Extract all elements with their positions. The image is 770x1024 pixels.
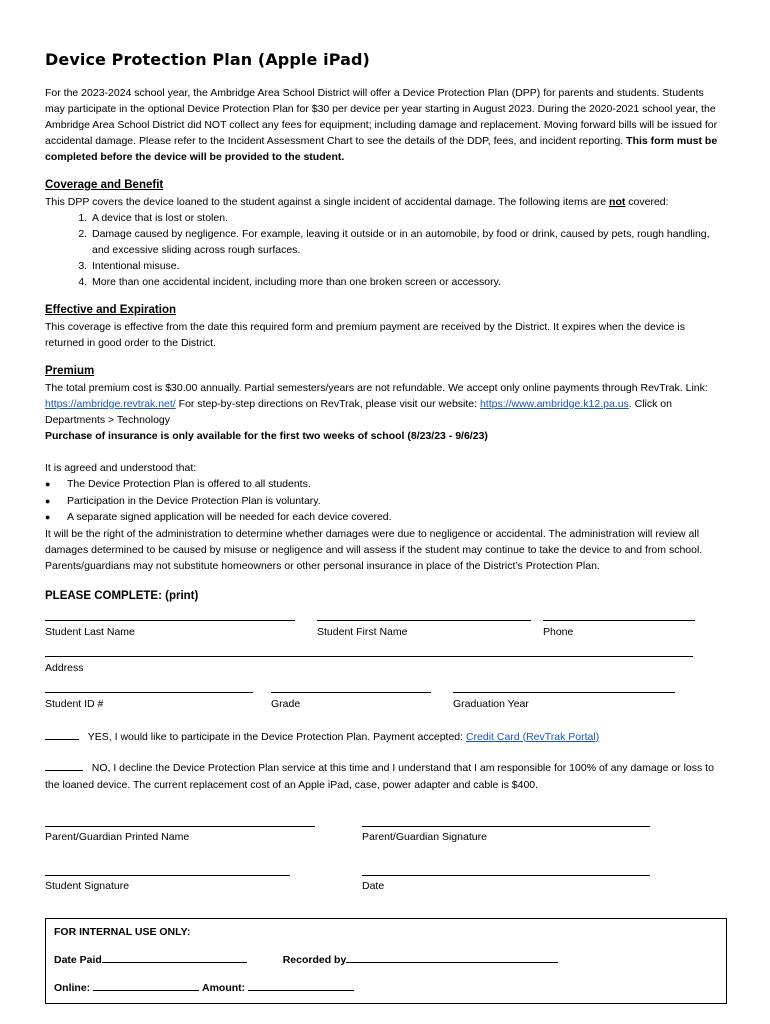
guardian-name-label: Parent/Guardian Printed Name [45,830,190,843]
list-item [45,509,725,526]
online-label: Online: [54,982,91,994]
last-name-label: Student Last Name [45,625,135,638]
credit-card-link[interactable]: Credit Card (RevTrak Portal) [465,730,600,743]
form-title: PLEASE COMPLETE: (print) [45,589,199,602]
date-paid-line[interactable] [102,951,247,963]
internal-use-title: FOR INTERNAL USE ONLY: [54,926,191,938]
revtrak-link[interactable]: https://ambridge.revtrak.net/ [45,398,176,410]
address-field[interactable] [45,646,693,676]
premium-bold-note: Purchase of insurance is only available for the first two weeks of school (8/23/23 - 9/6/23) [45,430,488,442]
premium-section [45,363,725,444]
agreement-heading: It is agreed and understood that: [45,462,197,474]
guardian-name-field[interactable] [45,816,315,843]
amount-label: Amount: [202,982,246,994]
agreement-list [45,476,725,526]
coverage-section [45,177,725,290]
date-paid-row [54,951,718,968]
effective-text: This coverage is effective from the date this required form and premium payment are received by the District. It expires when the device is returned in good order to the District. [45,321,686,349]
date-paid-label: Date Paid [54,954,102,966]
student-info-row [45,682,725,712]
date-field[interactable] [362,865,650,892]
coverage-not: not [609,196,626,208]
list-item: 4. More than one accidental incident, including more than one broken screen or accessory. [90,274,725,290]
online-line[interactable] [93,979,199,991]
bullet-text: The Device Protection Plan is offered to all students. [67,478,311,490]
page-title: Device Protection Plan (Apple iPad) [45,50,370,69]
coverage-list [45,210,725,290]
premium-text-2: For step-by-step directions on RevTrak, please visit our website: [175,398,480,410]
coverage-text-after: covered: [625,196,669,208]
yes-text: YES, I would like to participate in the Device Protection Plan. Payment accepted: [87,730,466,743]
grade-field[interactable] [271,682,431,712]
student-id-label: Student ID # [45,697,104,710]
document-page [45,50,725,892]
graduation-year-label: Graduation Year [453,697,529,710]
student-signature-label: Student Signature [45,879,130,892]
student-signature-row [45,865,725,892]
effective-section [45,302,725,351]
intro-bold-note: This form must be completed before the device will be provided to the student. [45,135,718,163]
student-signature-field[interactable] [45,865,290,892]
premium-deadline [45,428,725,444]
intro-paragraph [45,85,725,165]
premium-heading: Premium [45,365,95,377]
coverage-text-before: This DPP covers the device loaned to the student against a single incident of accidental damage. The following items are [45,196,610,208]
premium-text-1: The total premium cost is $30.00 annually. Partial semesters/years are not refundable. We accept only online payments through RevTrak. Link: [45,382,708,394]
address-label: Address [45,661,84,674]
premium-text [45,380,725,428]
bullet-icon: ● [45,512,51,522]
phone-label: Phone [543,625,574,638]
bullet-icon: ● [45,495,51,506]
recorded-by-label: Recorded by [282,954,347,966]
guardian-row [45,816,725,843]
first-name-field[interactable] [317,610,531,640]
agreement-text: It will be the right of the administration to determine whether damages were due to negligence or accidental. The administration will review all damages determined to be caused by misuse or negligence and will assess if the student may continue to take the device to and from school. Parents/guardians may not substitute homeowners or other personal insurance in place of the District’s Protection Plan. [45,527,703,572]
no-text: NO, I decline the Device Protection Plan service at this time and I understand that I am responsible for 100% of any damage or loss to the loaned device. The current replacement cost of an Apple iPad, case, power adapter and cable is $400. [45,761,714,791]
yes-option [45,728,725,746]
online-amount-row [54,979,718,996]
amount-line[interactable] [248,979,354,991]
student-id-field[interactable] [45,682,253,712]
district-website-link[interactable]: https://www.ambridge.k12.pa.us [479,398,629,410]
grade-label: Grade [271,697,301,710]
recorded-by-line[interactable] [346,951,558,963]
coverage-text [45,194,725,210]
premium-text-3: . Click on Departments > Technology [45,398,672,426]
last-name-field[interactable] [45,610,295,640]
first-name-label: Student First Name [317,625,408,638]
intro-text: For the 2023-2024 school year, the Ambridge Area School District will offer a Device Protection Plan (DPP) for parents and students. Students may participate in the optional Device Protection Plan for $30 per device per year starting in August 2023. During the 2020-2021 school year, the Ambridge Area School District did NOT collect any fees for equipment; including damage and replacement. Moving forward bills will be issued for accidental damage. Please refer to the Incident Assessment Chart to see the details of the DDP, fees, and incident reporting. [45,87,718,147]
internal-use-box [45,918,727,1004]
bullet-icon: ● [45,479,51,489]
no-checkbox-line[interactable] [45,759,83,771]
phone-field[interactable] [543,610,695,640]
date-label: Date [362,879,385,892]
guardian-signature-label: Parent/Guardian Signature [362,830,487,843]
bullet-text: Participation in the Device Protection Plan is voluntary. [67,494,321,507]
bullet-text: A separate signed application will be needed for each device covered. [67,511,392,523]
coverage-heading: Coverage and Benefit [45,179,164,191]
no-option [45,759,725,794]
list-item [45,476,725,493]
list-item [45,493,725,510]
guardian-signature-field[interactable] [362,816,650,843]
list-item: 2. Damage caused by negligence. For example, leaving it outside or in an automobile, by food or drink, caused by pets, rough handling, and excessive sliding across rough surfaces. [90,226,725,258]
effective-heading: Effective and Expiration [45,304,177,316]
name-row [45,610,725,640]
graduation-year-field[interactable] [453,682,675,712]
yes-checkbox-line[interactable] [45,728,79,740]
list-item: 1. A device that is lost or stolen. [90,210,725,226]
list-item: 3. Intentional misuse. [90,258,725,274]
